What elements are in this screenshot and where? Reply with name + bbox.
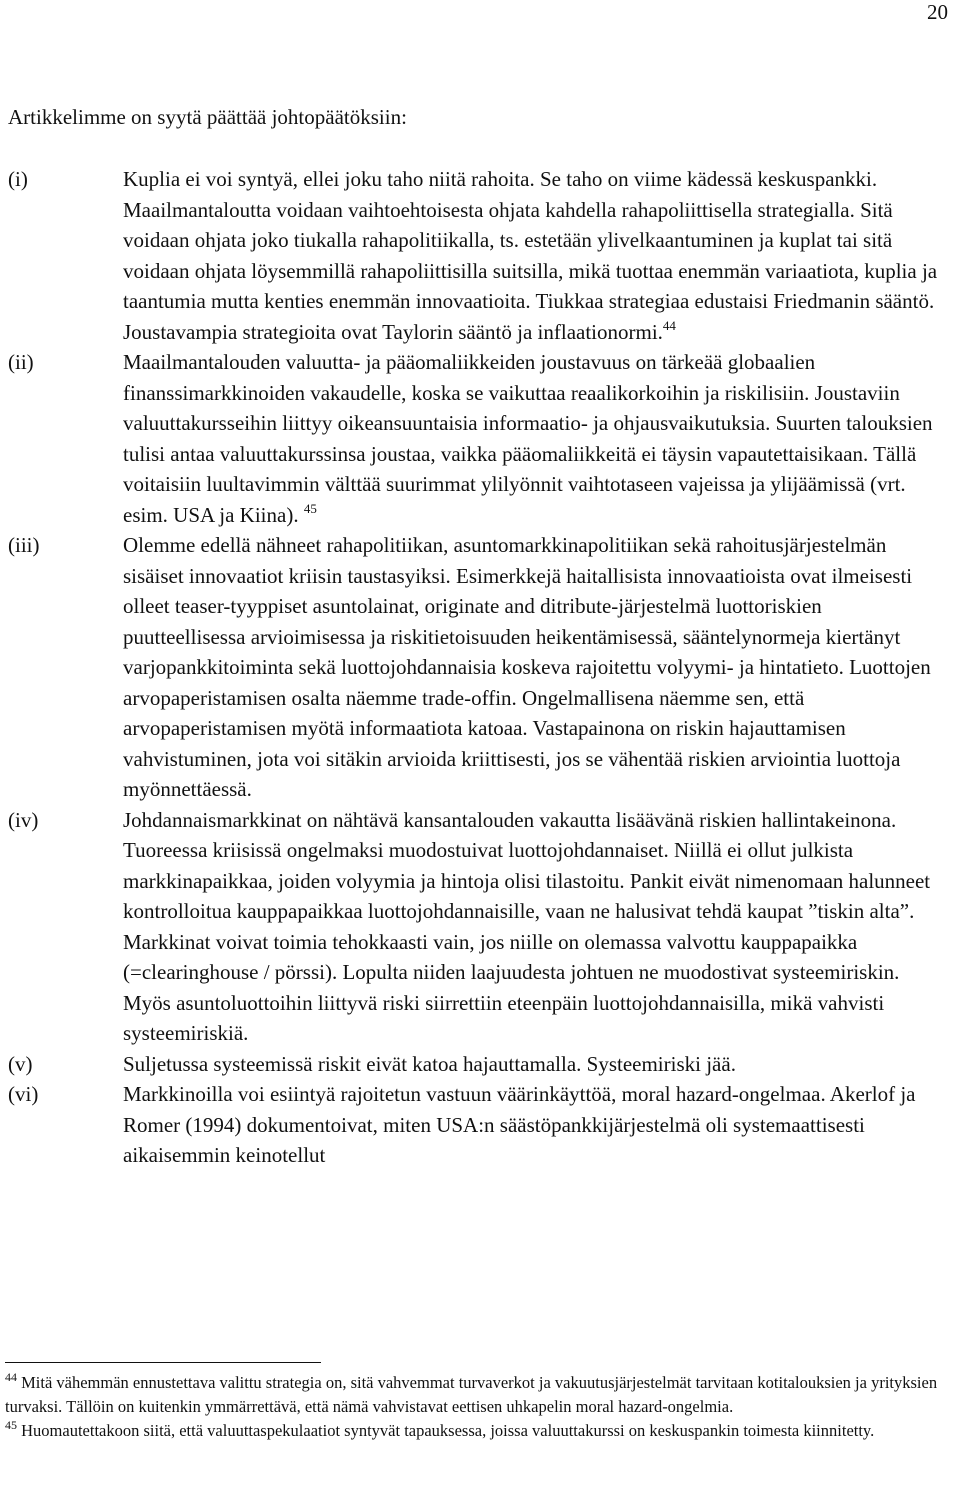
footnote-44	[5, 1371, 945, 1419]
list-item-text	[123, 347, 948, 530]
list-item-number: (vi)	[8, 1082, 39, 1106]
footnote-text: Mitä vähemmän ennustettava valittu strategia on, sitä vahvemmat turvaverkot ja vakuutusjärjestelmät tarvitaan kotitalouksien ja yrityksien turvaksi. Tällöin on kuitenkin ymmärrettävä, että nämä vahvistavat eettisen uhkapelin moral hazard-ongelmia.	[5, 1373, 938, 1416]
list-item-text: Suljetussa systeemissä riskit eivät katoa hajauttamalla. Systeemiriski jää.	[123, 1051, 736, 1076]
page-number: 20	[927, 0, 948, 24]
list-item-number: (iii)	[8, 533, 40, 557]
list-item-number: (ii)	[8, 350, 34, 374]
footnotes	[5, 1362, 945, 1443]
list-item	[8, 530, 948, 805]
list-item-text	[123, 164, 948, 347]
footnote-45	[5, 1419, 945, 1443]
list-item	[8, 1049, 948, 1080]
footnote-number: 45	[5, 1418, 17, 1432]
list-item-number: (iv)	[8, 807, 39, 832]
footnote-ref[interactable]: 45	[303, 500, 317, 516]
list-item-text: Markkinoilla voi esiintyä rajoitetun vastuun väärinkäyttöä, moral hazard-ongelmaa. Akerlof ja Romer (1994) dokumentoivat, miten USA:n säästöpankkijärjestelmä oli systemaattisesti aikaisemmin keinotellut	[123, 1082, 916, 1167]
list-item	[8, 164, 948, 347]
conclusion-list	[8, 164, 948, 1171]
list-item-text-content: Kuplia ei voi syntyä, ellei joku taho niitä rahoita. Se taho on viime kädessä keskuspankki. Maailmantaloutta voidaan vaihtoehtoisesta ohjata kahdella rahapoliittisella strategialla. Sitä voidaan ohjata joko tiukalla rahapolitiikalla, ts. estetään ylivelkaantuminen ja kuplat tai sitä voidaan ohjata löysemmillä rahapoliittisilla suitsilla, mikä tuottaa enemmän variaatiota, kuplia ja taantumia mutta kenties enemmän innovaatioita. Tiukkaa strategiaa edustaisi Friedmanin sääntö. Joustavampia strategioita ovat Taylorin sääntö ja inflaationormi.	[123, 167, 938, 344]
list-item-text-content: Maailmantalouden valuutta- ja pääomaliikkeiden joustavuus on tärkeää globaalien finanssimarkkinoiden vakaudelle, koska se vaikuttaa reaalikorkoihin ja riskilisiin. Joustaviin valuuttakursseihin liittyy oikeansuuntaisia informaatio- ja ohjausvaikutuksia. Suurten talouksien tulisi antaa valuuttakurssinsa joustaa, vaikka pääomaliikkeitä ei täysin vapautettaisikaan. Tällä voitaisiin luultavimmin välttää suurimmat ylilyönnit vaihtotaseen vajeissa ja ylijäämissä (vrt. esim. USA ja Kiina).	[123, 350, 933, 527]
list-item-text: Johdannaismarkkinat on nähtävä kansantalouden vakautta lisäävänä riskien hallintakeinona. Tuoreessa kriisissä ongelmaksi muodostuivat luottojohdannaiset. Niillä ei ollut julkista markkinapaikkaa, joiden volyymia ja hintoja olisi tilastoitu. Pankit eivät nimenomaan halunneet kontrolloitua kauppapaikkaa luottojohdannaisille, vaan ne halusivat tehdä kaupat ”tiskin alta”. Markkinat voivat toimia tehokkaasti vain, jos niille on olemassa valvottu kauppapaikka (=clearinghouse / pörssi). Lopulta niiden laajuudesta johtuen ne muodostivat systeemiriskin. Myös asuntoluottoihin liittyvä riski siirrettiin eteenpäin luottojohdannaisilla, mikä vahvisti systeemiriskiä.	[123, 807, 931, 1045]
footnote-text: Huomautettakoon siitä, että valuuttaspekulaatiot syntyvät tapauksessa, joissa valuuttakurssi on keskuspankin toimesta kiinnitetty.	[21, 1421, 875, 1440]
footnote-ref[interactable]: 44	[662, 317, 676, 333]
footnote-divider	[5, 1362, 321, 1363]
list-item-text: Olemme edellä nähneet rahapolitiikan, asuntomarkkinapolitiikan sekä rahoitusjärjestelmän sisäiset innovaatiot kriisin taustasyiksi. Esimerkkejä haitallisista innovaatioista ovat ilmeisesti olleet teaser-tyyppiset asuntolainat, originate and ditribute-järjestelmä luottoriskien puutteellisessa arvioimisessa ja riskitietoisuuden heikentämisessä, sääntelynormeja kiertänyt varjopankkitoiminta sekä luottojohdannaisia koskeva rajoitettu volyymi- ja hintatieto. Luottojen arvopaperistamisen osalta näemme trade-offin. Ongelmallisena näemme sen, että arvopaperistamisen myötä informaatiota katoaa. Vastapainona on riskin hajauttamisen vahvistuminen, jota voi sitäkin arvioida kriittisesti, jos se vähentää riskien arviointia luottoja myönnettäessä.	[123, 533, 931, 801]
list-item-number: (i)	[8, 167, 28, 191]
list-item	[8, 805, 948, 1049]
list-item-number: (v)	[8, 1051, 33, 1076]
intro-paragraph: Artikkelimme on syytä päättää johtopäätöksiin:	[8, 105, 407, 129]
footnote-number: 44	[5, 1370, 17, 1384]
list-item	[8, 347, 948, 530]
list-item	[8, 1079, 948, 1171]
